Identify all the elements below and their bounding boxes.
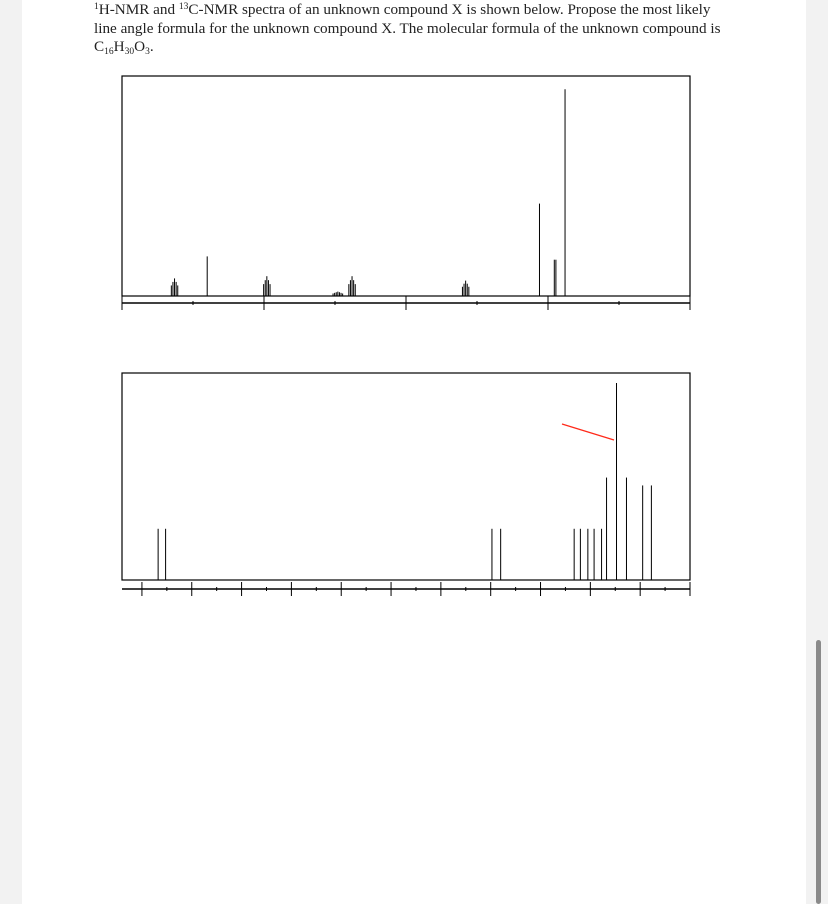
c-nmr-spectrum — [122, 373, 690, 596]
formula-end: . — [149, 38, 154, 55]
formula-o: O — [134, 38, 146, 55]
c-mass-number: 13 — [178, 2, 189, 12]
formula-o-count: 3 — [145, 47, 150, 57]
formula-c-count: 16 — [104, 47, 114, 57]
question-part-2: C-NMR spectra of an unknown compound X is shown below. Propose the most likely line angle formula for the unknown compound X. The molecular formula of the unknown compound is — [94, 1, 721, 37]
formula-h-count: 30 — [124, 47, 135, 57]
question-part-1: H-NMR and — [98, 1, 179, 18]
c-nmr-frame — [122, 373, 690, 580]
c-nmr-note-arrow — [562, 424, 614, 440]
h-mass-number: 1 — [94, 2, 99, 12]
h-nmr-spectrum — [122, 76, 690, 310]
formula-c: C — [94, 38, 105, 55]
formula-h: H — [113, 38, 125, 55]
